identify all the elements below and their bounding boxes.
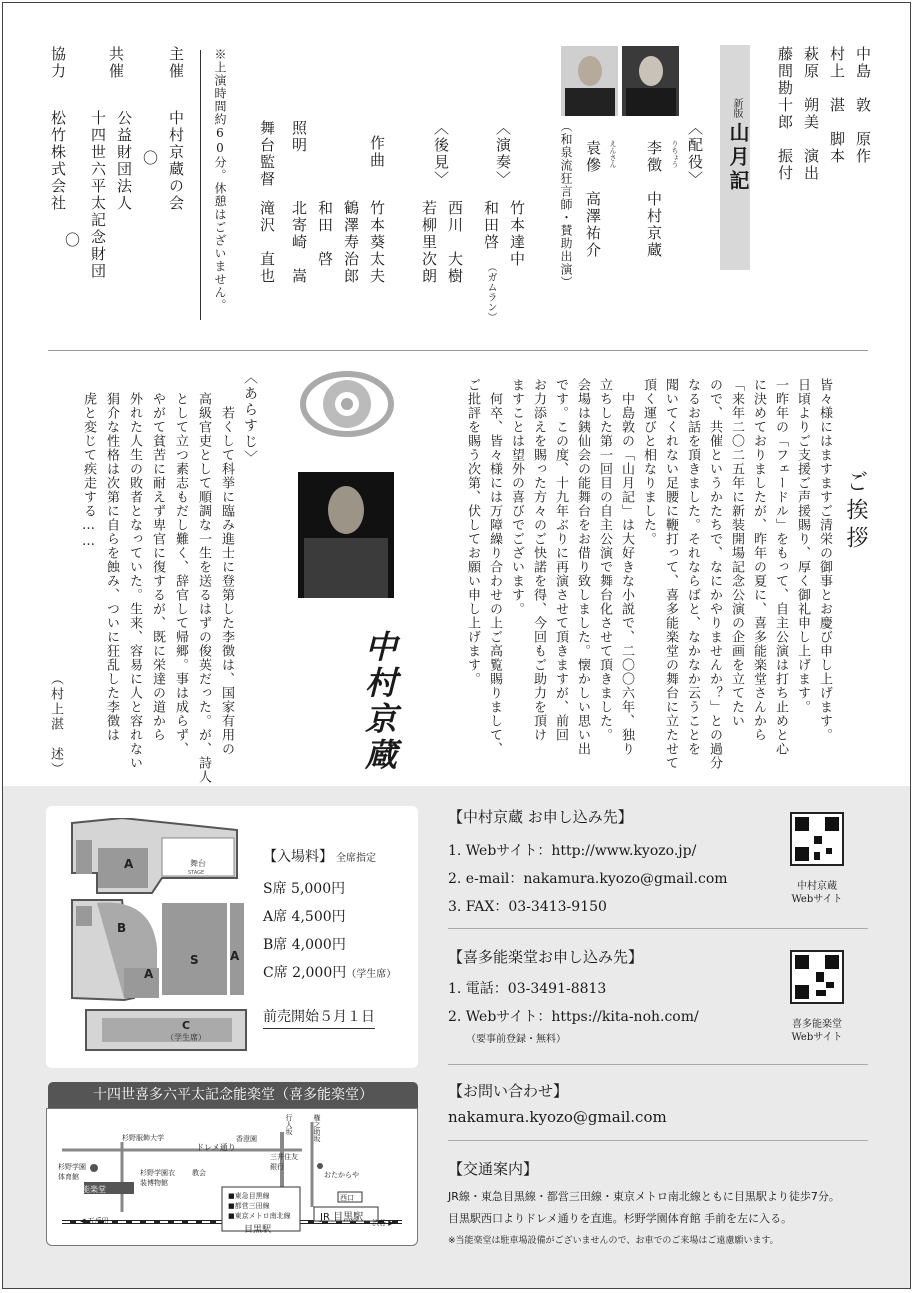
co-circle: 〇 [63,232,81,249]
music-p2-note: （ガムラン） [485,262,496,322]
map-mitsui: 三井住友銀行 [270,1153,298,1171]
map-line2: ■都営三田線 [228,1202,270,1210]
stage-label: 舞台監督 [258,120,276,188]
co-1: 公益財団法人 [115,110,133,212]
access-line-2: 目黒駅西口よりドレメ通りを直進。杉野学園体育館 手前を左に入る。 [448,1212,793,1225]
ticket-heading: 【入場料】 全席指定 [263,849,376,865]
contact1-email[interactable]: 2. e-mail：nakamura.kyozo@gmail.com [448,871,728,887]
map-gonnosuke: 権之助坂 [313,1114,321,1142]
rihcho-ruby: りちょう [671,140,679,168]
co-2: 十四世六平太記念財団 [89,110,107,280]
seat-label-s: S [190,953,199,967]
coop-label: 協力 [49,46,67,80]
greeting-line: 日頃よりご支援ご声援賜り、厚く御礼申し上げます。 [795,378,810,714]
access-line-1: JR線・東急目黒線・都営三田線・東京メトロ南北線ともに目黒駅より徒歩7分。 [448,1190,840,1203]
contact2-web-note: （要事前登録・無料） [466,1034,566,1045]
map-gyoninzaka: 行人坂 [285,1114,293,1135]
section-divider [48,350,868,351]
ticket-sub: 全席指定 [336,853,376,864]
kita-qr-label: 喜多能楽堂 Webサイト [791,1019,843,1043]
price-s: S席 5,000円 [263,881,346,897]
ensan-ruby: えんさん [609,140,617,168]
kyozo-qr-label: 中村京蔵 Webサイト [791,881,843,905]
greeting-title: ご挨拶 [843,470,868,554]
contact2-phone: 1. 電話：03-3491-8813 [448,981,607,997]
greeting-line: なるお話を頂きました。それならばと、なかなか云うことを [685,378,700,756]
composer-label: 作曲 [368,135,386,169]
seat-label-c: C [182,1019,191,1032]
credit-choreo: 藤間勘十郎 振付 [776,46,794,182]
access-heading: 【交通案内】 [448,1160,539,1178]
inquiry-email[interactable]: nakamura.kyozo@gmail.com [448,1108,667,1126]
seat-label-a1: A [124,857,134,871]
greeting-line: 頂く運びと相なりました。 [641,378,656,546]
map-kita: 喜多能楽堂 [66,1185,106,1194]
map-kasumien: 香澄園 [236,1135,257,1143]
greeting-line: ので、共催というかたちで、なにかやりませんか？」との過分 [707,378,722,770]
stage-label: 舞台 [190,859,206,868]
kouken-p1: 西川 大樹 [446,200,464,285]
co-label: 共催 [107,46,125,80]
price-c-note: （学生席） [346,969,397,980]
synopsis-line: 虎と変じて疾走する…… [81,392,96,550]
map-church: 教会 [192,1169,206,1177]
cast-ensan-note: （和泉流狂言師・賛助出演） [559,120,573,289]
map-shibuya: 渋谷 ▶ [372,1219,394,1227]
light-label: 照明 [290,120,308,154]
synopsis-line: 若くして科挙に臨み進士に登第した李徴は、国家有用の [219,392,234,756]
map-line1: ■東急目黒線 [228,1192,270,1200]
composer-3: 和田 啓 [316,200,334,268]
credit-script: 村上 湛 脚本 [828,46,846,165]
organizer-circle: 〇 [141,150,159,167]
contact2-heading: 【喜多能楽堂お申し込み先】 [448,948,644,966]
greeting-line: 一昨年の「フェードル」をもって、自主公演は打ち止めと心 [773,378,788,756]
title-small: 新版 [731,98,742,118]
seating-chart [62,818,252,1058]
greeting-line: 会場は銕仙会の能舞台をお借り致しました。懐かしい思い出 [575,378,590,756]
seat-label-a3: A [144,967,154,981]
composer-2: 鶴澤寿治郎 [342,200,360,285]
coop-1: 松竹株式会社 [49,110,67,212]
stage-name: 滝沢 直也 [258,200,276,285]
greeting-line: ご批評を賜う次第、伏してお願い申し上げます。 [465,378,480,686]
greeting-line: 何卒、皆々様には万障繰り合わせの上ご高覧賜りまして、 [487,378,502,756]
map-sugino-univ: 杉野服飾大学 [122,1134,164,1142]
greeting-line: です。この度、十九年ぶりに再演させて頂きますが、前回 [553,378,568,742]
duration-note: ※上演時間約60分。休憩はございません。 [213,48,227,312]
map-title: 十四世喜多六平太記念能楽堂（喜多能楽堂） [48,1082,418,1108]
greeting-line: に決めておりましたが、昨年の夏に、喜多能楽堂さんから [751,378,766,742]
map-gym: 杉野学園体育館 [58,1163,86,1181]
price-b: B席 4,000円 [263,937,346,953]
map-meguro-station: 目黒駅 [244,1225,272,1235]
organizer-label: 主催 [167,46,185,80]
composer-1: 竹本葵太夫 [368,200,386,285]
cast-rihcho: 李徴 中村京蔵 [645,140,663,259]
map-gotanda: ◀ 五反田 [80,1217,109,1225]
presale-date: 前売開始５月１日 [263,1006,375,1029]
synopsis-title: 〈あらすじ〉 [242,370,258,466]
seat-label-b: B [117,921,127,935]
credits-divider [200,50,201,320]
greeting-line: 中島敦の「山月記」は大好きな小説で、二〇〇六年、独り [619,378,634,756]
synopsis-line: 高級官吏として順調な一生を送るはずの俊英だった。が、詩人 [196,392,211,784]
contact1-web[interactable]: 1. Webサイト：http://www.kyozo.jp/ [448,843,697,859]
synopsis-line: として立つ素志もだし難く、辞官して帰郷。事は成らず、 [173,392,188,756]
stage-label-en: STAGE [188,870,205,876]
light-name: 北寄崎 嵩 [290,200,308,285]
signature: 中村京蔵 [360,630,398,774]
greeting-line: ますことは望外の喜びでございます。 [509,378,524,616]
seat-label-a2: A [230,949,240,963]
contact-divider-3 [448,1140,868,1141]
contact2-web[interactable]: 2. Webサイト：https://kita-noh.com/ [448,1009,699,1025]
greeting-line: 「来年二〇二五年に新装開場記念公演の企画を立てたい [729,378,744,728]
greeting-line: お力添えを賜った方々のご快諾を得、今回もご助力を頂け [531,378,546,742]
map-doreme: ドレメ通り [196,1143,236,1152]
organizer-1: 中村京蔵の会 [167,110,185,212]
contact-divider-2 [448,1064,868,1065]
price-c: C席 2,000円（学生席） [263,965,397,981]
map-museum: 杉野学園衣装博物館 [140,1169,175,1187]
kouken-heading: 〈後見〉 [432,120,450,188]
greeting-line: 立ちした第一回目の自主公演で舞台化させて頂きました。 [597,378,612,742]
family-crest-icon [300,370,394,438]
music-p1: 竹本達中 [508,200,526,268]
kyozo-qr-icon[interactable] [790,812,844,866]
credit-original: 中島 敦 原作 [854,46,872,165]
synopsis-author: （村上湛 述） [48,672,63,777]
map-jr-meguro: JR 目黒駅 [320,1212,364,1223]
title-main: 山月記 [726,122,750,194]
credit-director: 萩原 朔美 演出 [802,46,820,182]
kyozo-portrait [298,472,394,598]
contact1-fax: 3. FAX：03-3413-9150 [448,899,607,915]
music-heading: 〈演奏〉 [494,120,512,188]
greeting-line: 皆々様にはますますご清栄の御事とお慶び申し上げます。 [817,378,832,742]
cast-ensan: 袁傪 高澤祐介 [584,140,602,259]
music-p2: 和田啓 [482,200,500,251]
synopsis-line: 外れた人生の敗者となっていた。生来、容易に人と容れない [127,392,142,770]
map-line3: ■東京メトロ南北線 [228,1212,291,1220]
synopsis-line: 狷介な性格は次第に自らを蝕み、ついに狂乱した李徴は [104,392,119,742]
inquiry-heading: 【お問い合わせ】 [448,1082,569,1100]
kita-qr-icon[interactable] [790,950,844,1004]
seat-label-c-note: （学生席） [166,1033,206,1042]
rihcho-photo [622,46,679,116]
kouken-p2: 若柳里次朗 [420,200,438,285]
contact-divider-1 [448,928,868,929]
synopsis-line: やがて貧苦に耐えず卑官に復するが、既に栄達の道から [150,392,165,742]
price-a: A席 4,500円 [263,909,346,925]
access-note: ※当能楽堂は駐車場設備がございませんので、お車でのご来場はご遠慮願います。 [448,1236,779,1246]
map-nishiguchi: 西口 [340,1194,354,1202]
map-okara: おたからや [324,1171,359,1179]
ensan-photo [561,46,618,116]
greeting-line: 聞いてくれない足腰に鞭打って、喜多能楽堂の舞台に立たせて [663,378,678,770]
cast-heading: 〈配役〉 [686,120,704,188]
contact1-heading: 【中村京蔵 お申し込み先】 [448,808,633,826]
